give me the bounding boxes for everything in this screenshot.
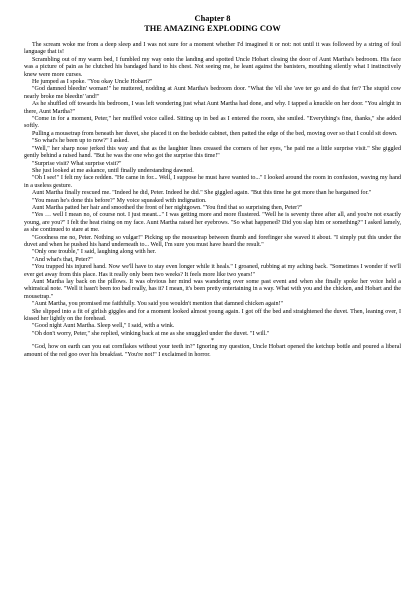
paragraph: "God damned bleedin' woman!" he muttered, nodding at Aunt Martha's bedroom door. "What the 'ell she 'ave ter go and do that fer? The stupid cow nearly broke me bleedin' 'and!" (24, 86, 401, 100)
paragraph: Scrambling out of my warm bed, I fumbled my way onto the landing and spotted Uncle Hobart closing the door of Aunt Martha's bedroom. His face was a picture of pain as he clutched his bandaged hand to his chest. Not seeing me, he leant against the banisters, mouthing silently what I instinctively knew were more curses. (24, 56, 401, 78)
paragraph: "Surprise visit? What surprise visit?" (32, 160, 122, 167)
paragraph: "And what's that, Peter?" (32, 256, 93, 263)
paragraph: "You trapped his injured hand. Now we'll have to stay even longer while it heals." I groaned, rubbing at my aching back. "Sometimes I wonder if we'll ever get away from this place. Has it really only been two weeks? It feels more like two years!" (24, 264, 401, 278)
paragraph: "So what's he been up to now?" I asked. (32, 138, 129, 145)
paragraph: "Oh I see!" I felt my face redden. "He came in for... Well, I suppose he must have wanted to..." I looked around the room in confusion, waving my hand in a useless gesture. (24, 175, 401, 189)
paragraph: "Aunt Martha, you promised me faithfully. You said you wouldn't mention that damned chicken again!" (32, 301, 283, 308)
paragraph: She slipped into a fit of girlish giggles and for a moment looked almost young again. I got off the bed and straightened the duvet. Then, leaning over, I kissed her lightly on the forehead. (24, 308, 401, 323)
paragraph: "God, how on earth can you eat cornflakes without your teeth in?" Ignoring my question, Uncle Hobart opened the ketchup bottle and poured a liberal amount of the red goo over his breakfast. "You're not!" I exclaimed in horror. (24, 344, 401, 358)
paragraph: Aunt Martha patted her hair and smoothed the front of her nightgown. "You find that so surprising then, Peter?" (32, 204, 303, 211)
paragraph: "Goodness me no, Peter. Nothing so vulgar!" Picking up the mousetrap between thumb and forefinger she waved it about. "I simply put this under the duvet and when he pushed his hand underneath to... Well, I'm sure you must have heard the result." (24, 234, 401, 248)
paragraph: The scream woke me from a deep sleep and I was not sure for a moment whether I'd imagined it or not: not until it was followed by a string of foul language that is! (24, 42, 401, 56)
paragraph: Aunt Martha finally rescued me. "Indeed he did, Peter. Indeed he did." She giggled again. "But this time he got more than he bargained for." (32, 190, 372, 197)
paragraph: "Come in for a moment, Peter," her muffled voice called. Sitting up in bed as I entered the room, she smiled. "Everything's fine, thanks," she added softly. (24, 116, 401, 130)
paragraph: Pulling a mousetrap from beneath her duvet, she placed it on the bedside cabinet, then patted the edge of the bed, moving over so that I could sit down. (32, 130, 398, 137)
paragraph: She just looked at me askance, until finally understanding dawned. (32, 167, 194, 174)
scene-break-asterisk: * (210, 338, 215, 345)
paragraph: "Good night Aunt Martha. Sleep well," I said, with a wink. (32, 323, 175, 330)
paragraph: "Yes … well I mean no, of course not. I just meant..." I was getting more and more flustered. "Well he is seventy three after all, and you're not exactly young, are you?" I felt the heat rising on my face. Aunt Martha raised her eyebrows. "So what happened? Did you slap him or something?" I asked lamely, as she continued to stare at me. (24, 212, 401, 234)
paragraph: Aunt Martha lay back on the pillows. It was obvious her mind was wandering over some past event and when she finally spoke her voice held a whimsical note. "Well it hasn't been too bad really, has it? I mean, it's been pretty entertaining in a way. What with you and the chicken, and Hobart and the mousetrap." (24, 279, 401, 300)
paragraph: "Oh don't worry, Peter," she replied, winking back at me as she snuggled under the duvet. "I will." (32, 330, 270, 337)
chapter-number: Chapter 8 (194, 14, 231, 23)
heading-spacer (24, 34, 401, 42)
paragraph: "You mean he's done this before?" My voice squeaked with indignation. (32, 197, 207, 204)
paragraph: As he shuffled off towards his bedroom, I was left wondering just what Aunt Martha had done, and why. I tapped a knuckle on her door. "You alright in there, Aunt Martha?" (24, 101, 401, 115)
paragraph: "Well," her sharp nose jerked this way and that as the laughter lines creased the corners of her eyes, "he paid me a little surprise visit." She giggled gently behind a raised hand. "But he was the one who got the surprise this time!" (24, 145, 401, 160)
chapter-title: THE AMAZING EXPLODING COW (144, 24, 281, 33)
paragraph: "Only one trouble," I said, laughing along with her. (32, 249, 157, 256)
chapter-body (24, 42, 401, 359)
paragraph: He jumped as I spoke. "You okay Uncle Hobart?" (32, 79, 153, 86)
